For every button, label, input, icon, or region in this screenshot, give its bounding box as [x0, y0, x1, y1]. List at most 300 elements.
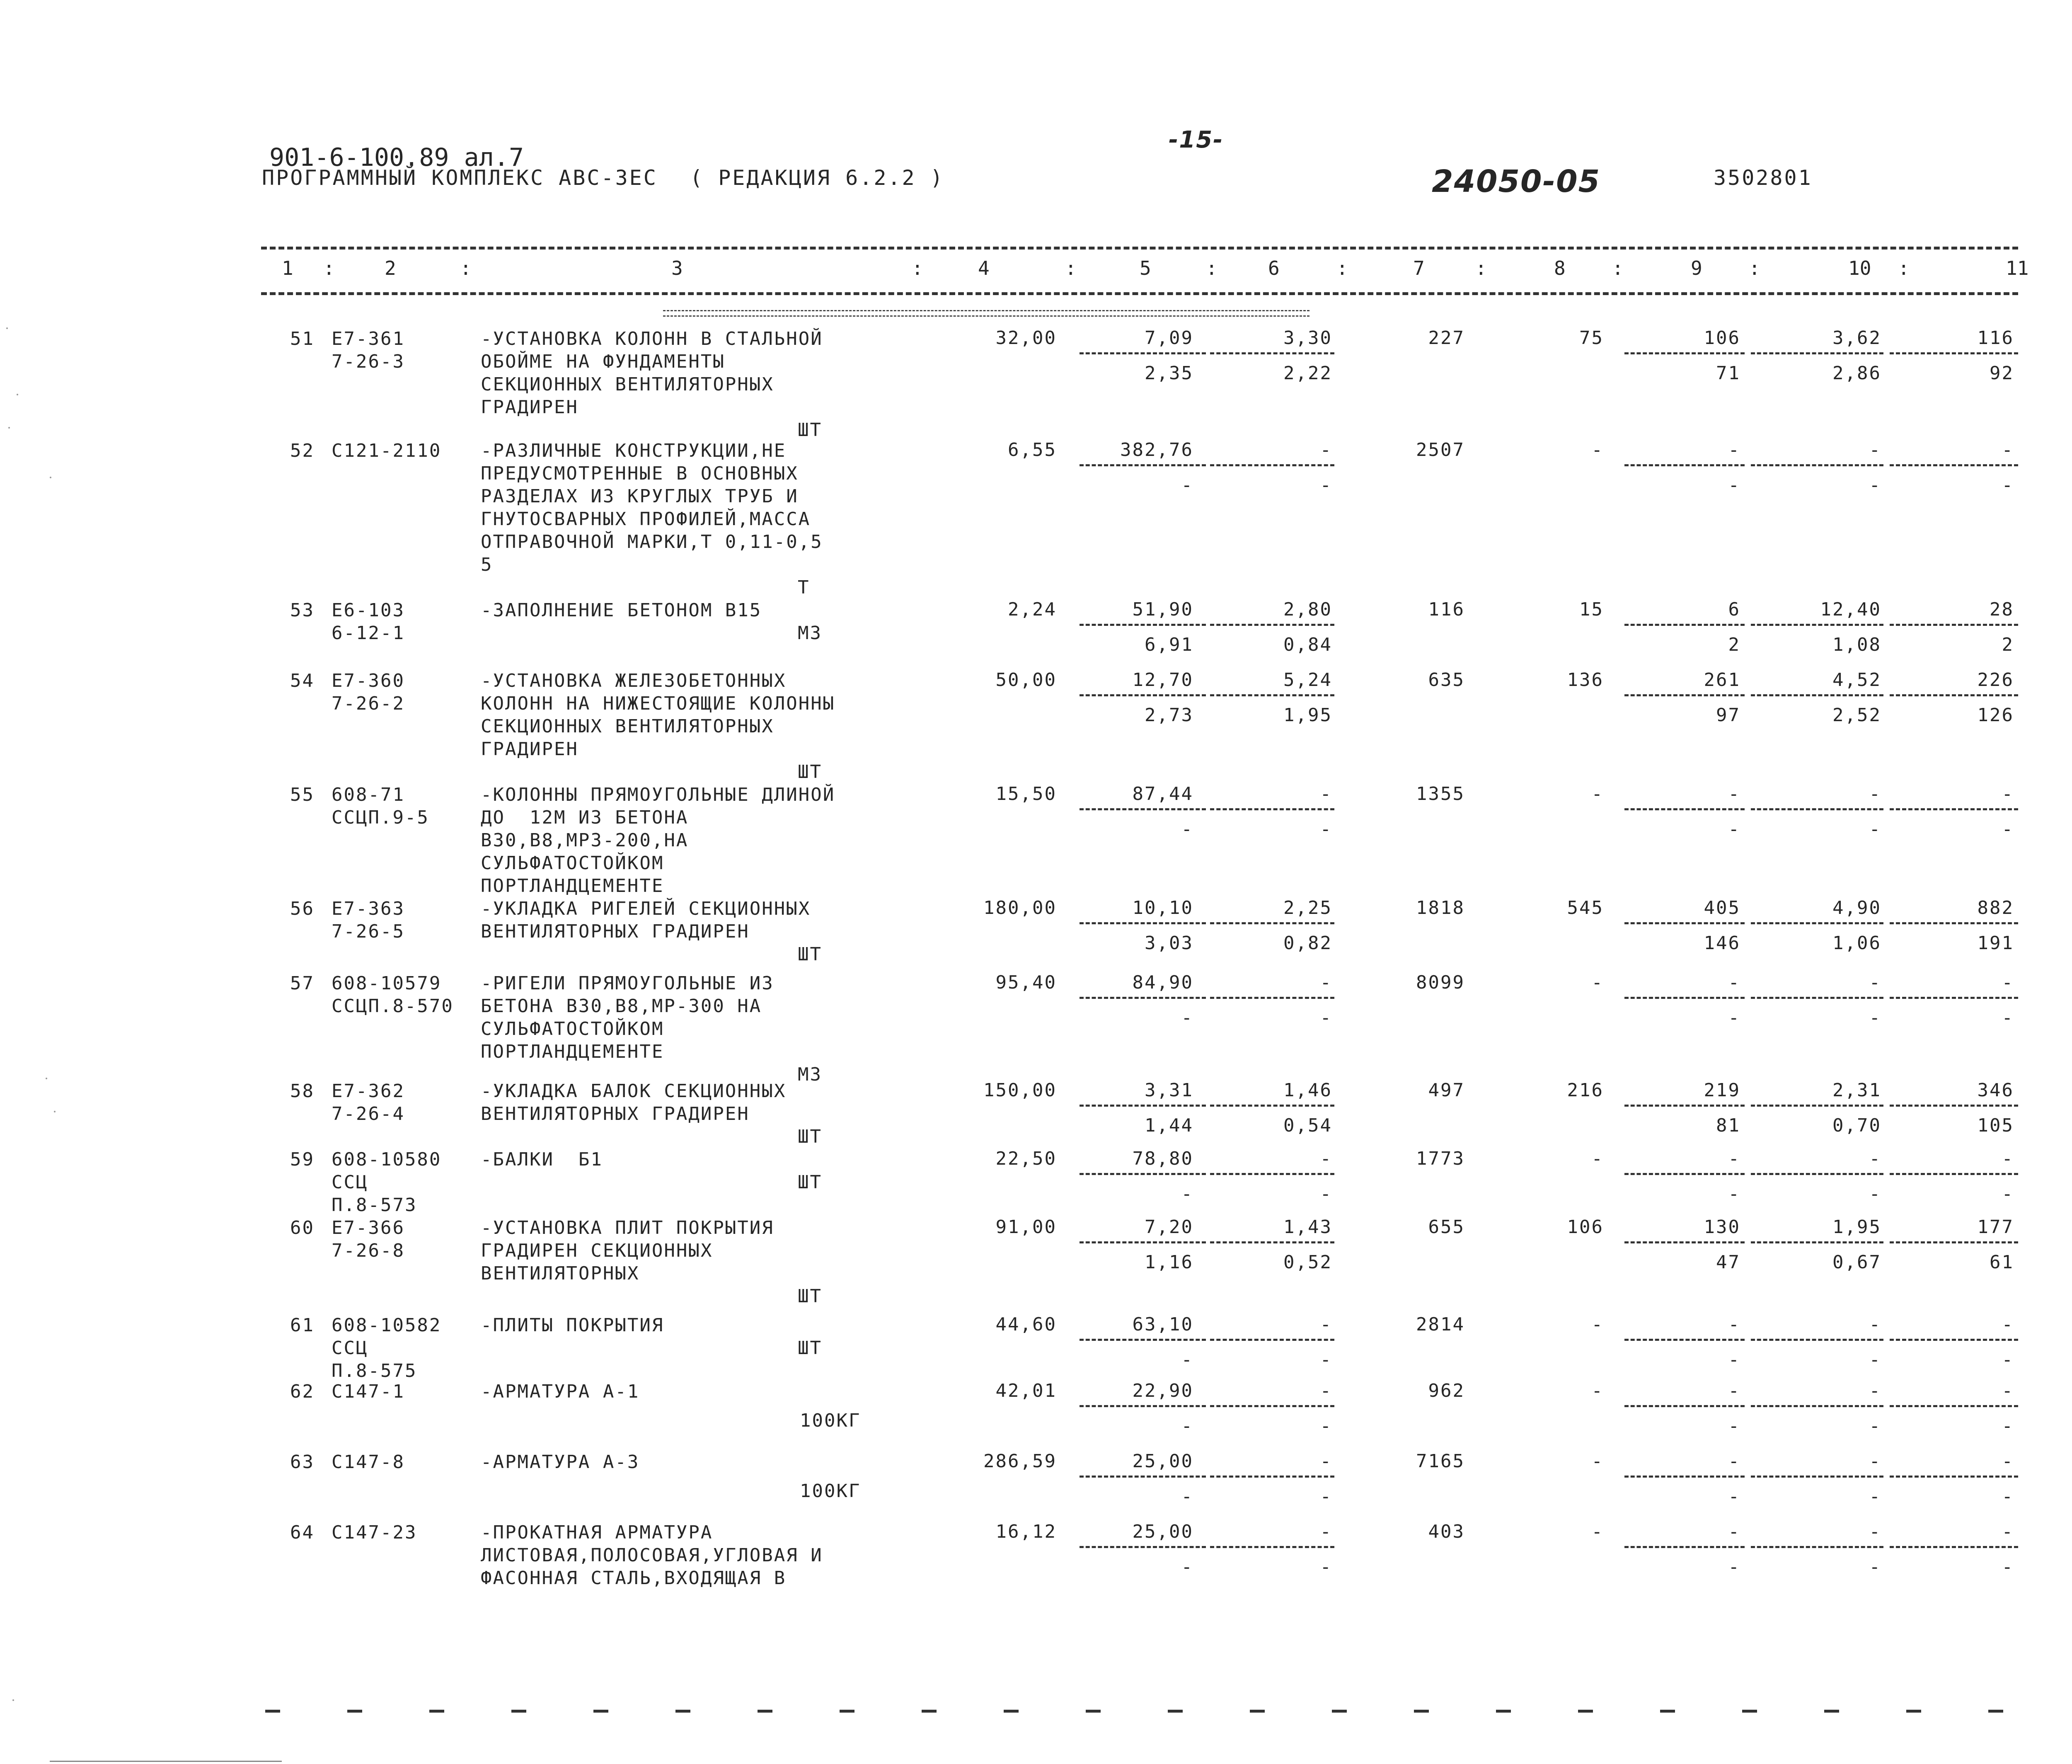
- program-title: ПРОГРАММНЫЙ КОМПЛЕКС АВС-3ЕС: [262, 166, 658, 190]
- value-c7: 655: [1428, 1216, 1465, 1238]
- bottom-dash: [1906, 1710, 1921, 1713]
- value-underline-c9: [1624, 808, 1745, 810]
- row-number: 62: [290, 1381, 315, 1402]
- value-c11b: -: [2002, 1183, 2014, 1204]
- value-c5b: -: [1181, 1556, 1193, 1577]
- value-c9b: 146: [1704, 933, 1740, 954]
- row-description-line: -УСТАНОВКА КОЛОНН В СТАЛЬНОЙ: [481, 328, 823, 349]
- handwritten-code: 24050-05: [1432, 164, 1601, 199]
- value-c9b: 81: [1716, 1115, 1740, 1136]
- value-c11: -: [2002, 1521, 2014, 1542]
- value-c6: 3,30: [1283, 327, 1332, 349]
- value-c5: 51,90: [1132, 599, 1193, 620]
- column-header-11: 11: [2006, 257, 2029, 279]
- value-underline-c9: [1624, 352, 1745, 354]
- value-underline-c5: [1080, 464, 1206, 466]
- value-c5b: -: [1181, 1349, 1193, 1370]
- value-c7: 116: [1428, 599, 1465, 620]
- value-c6: 1,46: [1283, 1080, 1332, 1101]
- value-c5: 3,31: [1145, 1080, 1193, 1101]
- value-c10: 1,95: [1832, 1216, 1881, 1238]
- value-c5b: -: [1181, 1183, 1193, 1204]
- row-code: Е7-366: [332, 1217, 405, 1238]
- value-underline-c9: [1624, 1476, 1745, 1478]
- value-underline-c11: [1890, 352, 2018, 354]
- sheet-number: 3502801: [1714, 166, 1813, 190]
- row-code-2: 6-12-1: [332, 623, 405, 644]
- value-c9b: -: [1728, 819, 1740, 840]
- value-c11b: 2: [2002, 634, 2014, 655]
- scan-speck: [50, 477, 51, 478]
- row-description-line: ПОРТЛАНДЦЕМЕНТЕ: [481, 875, 664, 897]
- column-header-9: 9: [1691, 257, 1702, 279]
- column-separator: :: [1475, 257, 1487, 279]
- row-number: 51: [290, 328, 315, 349]
- value-underline-c6: [1210, 1339, 1334, 1341]
- bottom-dash: [1824, 1710, 1839, 1713]
- value-c5: 7,20: [1145, 1216, 1193, 1238]
- value-c9b: -: [1728, 1183, 1740, 1204]
- row-code-2: ССЦП.8-570: [332, 996, 454, 1017]
- value-c9b: -: [1728, 1486, 1740, 1507]
- value-c4: 180,00: [983, 897, 1057, 918]
- value-c5: 63,10: [1132, 1314, 1193, 1335]
- value-underline-c10: [1751, 1476, 1883, 1478]
- value-c9b: -: [1728, 1415, 1740, 1437]
- value-underline-c5: [1080, 1105, 1206, 1107]
- row-code-2: ССЦ: [332, 1338, 368, 1359]
- page-number: -15-: [1169, 126, 1224, 153]
- value-c8: -: [1591, 1451, 1604, 1472]
- row-code: С147-8: [332, 1451, 405, 1473]
- row-description-line: ВЕНТИЛЯТОРНЫХ ГРАДИРЕН: [481, 921, 750, 942]
- value-c10: -: [1869, 1380, 1881, 1401]
- value-c5b: -: [1181, 1486, 1193, 1507]
- row-code-2: 7-26-3: [332, 351, 405, 372]
- value-c10: -: [1869, 1451, 1881, 1472]
- value-underline-c5: [1080, 352, 1206, 354]
- value-c4: 15,50: [995, 783, 1057, 804]
- row-unit: ШТ: [798, 1172, 822, 1193]
- value-c6b: -: [1320, 1415, 1332, 1437]
- bottom-dash: [1086, 1710, 1101, 1713]
- value-underline-c11: [1890, 922, 2018, 924]
- row-description-line: -АРМАТУРА А-1: [481, 1381, 640, 1402]
- value-c11: 346: [1977, 1080, 2014, 1101]
- column-header-10: 10: [1848, 257, 1871, 279]
- value-c8: -: [1591, 783, 1604, 804]
- value-c6b: 0,82: [1283, 933, 1332, 954]
- value-underline-c10: [1751, 1105, 1883, 1107]
- value-c6b: -: [1320, 1556, 1332, 1577]
- row-code-3: П.8-575: [332, 1360, 417, 1381]
- column-separator: :: [1749, 257, 1760, 279]
- value-underline-c10: [1751, 624, 1883, 626]
- value-c5: 78,80: [1132, 1148, 1193, 1169]
- scan-speck: [12, 1699, 14, 1701]
- column-header-6: 6: [1268, 257, 1280, 279]
- column-separator: :: [1898, 257, 1910, 279]
- value-underline-c6: [1210, 808, 1334, 810]
- value-c10: 4,52: [1832, 669, 1881, 691]
- value-c7: 7165: [1416, 1451, 1465, 1472]
- value-c7: 635: [1428, 669, 1465, 691]
- value-underline-c5: [1080, 694, 1206, 696]
- bottom-dash: [1168, 1710, 1183, 1713]
- bottom-dash: [1414, 1710, 1429, 1713]
- value-c7: 227: [1428, 327, 1465, 349]
- row-description-line: ГНУТОСВАРНЫХ ПРОФИЛЕЙ,МАССА: [481, 509, 811, 530]
- value-c5b: -: [1181, 1415, 1193, 1437]
- value-c11: -: [2002, 439, 2014, 460]
- value-c9b: -: [1728, 1007, 1740, 1028]
- value-c5b: 1,16: [1145, 1252, 1193, 1273]
- value-c9: -: [1728, 1148, 1740, 1169]
- column-separator: :: [1336, 257, 1348, 279]
- value-c9: -: [1728, 1521, 1740, 1542]
- value-c9: -: [1728, 783, 1740, 804]
- value-c10b: -: [1869, 1556, 1881, 1577]
- value-c6: 2,25: [1283, 897, 1332, 918]
- value-underline-c11: [1890, 624, 2018, 626]
- value-underline-c10: [1751, 1173, 1883, 1175]
- row-description-line: СУЛЬФАТОСТОЙКОМ: [481, 853, 664, 874]
- value-c7: 1818: [1416, 897, 1465, 918]
- value-c5: 84,90: [1132, 972, 1193, 993]
- value-c11b: -: [2002, 1415, 2014, 1437]
- value-underline-c6: [1210, 922, 1334, 924]
- value-c6b: -: [1320, 475, 1332, 496]
- value-c9: -: [1728, 972, 1740, 993]
- row-code-2: 7-26-5: [332, 921, 405, 942]
- value-c8: -: [1591, 1314, 1604, 1335]
- value-c5b: 6,91: [1145, 634, 1193, 655]
- section-double-rule: [663, 310, 1310, 317]
- value-c9b: 47: [1716, 1252, 1740, 1273]
- value-underline-c9: [1624, 1105, 1745, 1107]
- value-c9b: -: [1728, 475, 1740, 496]
- value-c7: 497: [1428, 1080, 1465, 1101]
- row-number: 58: [290, 1081, 315, 1102]
- value-c9: -: [1728, 439, 1740, 460]
- value-c9b: -: [1728, 1556, 1740, 1577]
- value-c5b: -: [1181, 1007, 1193, 1028]
- value-underline-c6: [1210, 624, 1334, 626]
- scan-speck: [17, 394, 18, 395]
- row-description-line: РАЗДЕЛАХ ИЗ КРУГЛЫХ ТРУБ И: [481, 486, 799, 507]
- value-underline-c6: [1210, 1405, 1334, 1407]
- value-c11: 226: [1977, 669, 2014, 691]
- row-description-line: ФАСОННАЯ СТАЛЬ,ВХОДЯЩАЯ В: [481, 1568, 787, 1589]
- row-code-2: 7-26-4: [332, 1103, 405, 1124]
- value-underline-c6: [1210, 997, 1334, 999]
- row-number: 52: [290, 440, 315, 461]
- value-c10: -: [1869, 1314, 1881, 1335]
- value-c5b: 2,35: [1145, 363, 1193, 384]
- row-description-line: ОБОЙМЕ НА ФУНДАМЕНТЫ: [481, 351, 725, 372]
- column-separator: :: [1065, 257, 1077, 279]
- value-c8: 216: [1567, 1080, 1604, 1101]
- bottom-dash: [347, 1710, 362, 1713]
- value-c4: 95,40: [995, 972, 1057, 993]
- bottom-dash: [429, 1710, 444, 1713]
- row-number: 53: [290, 600, 315, 621]
- value-c11: -: [2002, 972, 2014, 993]
- row-description-line: В30,В8,МРЗ-200,НА: [481, 830, 689, 851]
- value-underline-c11: [1890, 464, 2018, 466]
- value-underline-c11: [1890, 1405, 2018, 1407]
- row-description-line: СЕКЦИОННЫХ ВЕНТИЛЯТОРНЫХ: [481, 716, 774, 737]
- value-c8: -: [1591, 1380, 1604, 1401]
- value-underline-c5: [1080, 1546, 1206, 1548]
- value-c8: 106: [1567, 1216, 1604, 1238]
- value-underline-c5: [1080, 922, 1206, 924]
- row-description-line: ПРЕДУСМОТРЕННЫЕ В ОСНОВНЫХ: [481, 463, 799, 484]
- row-number: 60: [290, 1217, 315, 1238]
- bottom-dash: [1250, 1710, 1265, 1713]
- value-c4: 91,00: [995, 1216, 1057, 1238]
- value-underline-c5: [1080, 997, 1206, 999]
- value-c8: -: [1591, 1148, 1604, 1169]
- value-underline-c10: [1751, 922, 1883, 924]
- value-c6b: 0,84: [1283, 634, 1332, 655]
- value-underline-c6: [1210, 1105, 1334, 1107]
- value-underline-c5: [1080, 1405, 1206, 1407]
- row-description-line: СУЛЬФАТОСТОЙКОМ: [481, 1018, 664, 1040]
- value-c7: 962: [1428, 1380, 1465, 1401]
- value-underline-c9: [1624, 1405, 1745, 1407]
- value-c5: 22,90: [1132, 1380, 1193, 1401]
- value-underline-c11: [1890, 1476, 2018, 1478]
- value-c4: 2,24: [1008, 599, 1057, 620]
- column-separator: :: [1206, 257, 1218, 279]
- value-underline-c10: [1751, 464, 1883, 466]
- value-underline-c5: [1080, 808, 1206, 810]
- value-c4: 42,01: [995, 1380, 1057, 1401]
- value-underline-c11: [1890, 1173, 2018, 1175]
- bottom-dash: [675, 1710, 690, 1713]
- value-c10b: 2,52: [1832, 705, 1881, 726]
- value-underline-c9: [1624, 624, 1745, 626]
- row-code: Е7-362: [332, 1081, 405, 1102]
- row-unit: ШТ: [798, 1126, 822, 1147]
- value-underline-c11: [1890, 1105, 2018, 1107]
- value-c6: -: [1320, 972, 1332, 993]
- value-c10: -: [1869, 1521, 1881, 1542]
- value-underline-c10: [1751, 1405, 1883, 1407]
- value-c11b: 105: [1977, 1115, 2014, 1136]
- value-c6b: -: [1320, 1349, 1332, 1370]
- value-c9: -: [1728, 1314, 1740, 1335]
- bottom-dash: [1742, 1710, 1757, 1713]
- row-number: 61: [290, 1315, 315, 1336]
- value-c6: -: [1320, 1521, 1332, 1542]
- value-c4: 32,00: [995, 327, 1057, 349]
- value-c9: 219: [1704, 1080, 1740, 1101]
- value-c7: 1773: [1416, 1148, 1465, 1169]
- value-c7: 8099: [1416, 972, 1465, 993]
- value-c7: 1355: [1416, 783, 1465, 804]
- value-c5b: 3,03: [1145, 933, 1193, 954]
- row-description-line: -ПЛИТЫ ПОКРЫТИЯ: [481, 1315, 664, 1336]
- value-c10b: 1,06: [1832, 933, 1881, 954]
- row-description-line: ВЕНТИЛЯТОРНЫХ: [481, 1263, 640, 1284]
- value-c4: 50,00: [995, 669, 1057, 691]
- value-c8: -: [1591, 1521, 1604, 1542]
- bottom-dash: [922, 1710, 937, 1713]
- bottom-dash: [840, 1710, 854, 1713]
- value-c10b: 0,70: [1832, 1115, 1881, 1136]
- column-header-7: 7: [1413, 257, 1425, 279]
- value-underline-c6: [1210, 1546, 1334, 1548]
- value-c10b: -: [1869, 1183, 1881, 1204]
- value-underline-c10: [1751, 694, 1883, 696]
- row-code: Е6-103: [332, 600, 405, 621]
- bottom-dash: [511, 1710, 526, 1713]
- value-underline-c10: [1751, 808, 1883, 810]
- value-underline-c9: [1624, 922, 1745, 924]
- value-underline-c6: [1210, 464, 1334, 466]
- bottom-dash: [1660, 1710, 1675, 1713]
- value-c5: 25,00: [1132, 1521, 1193, 1542]
- value-c6b: 0,52: [1283, 1252, 1332, 1273]
- value-c11: -: [2002, 1148, 2014, 1169]
- column-header-5: 5: [1140, 257, 1151, 279]
- value-c10b: 1,08: [1832, 634, 1881, 655]
- value-c10b: -: [1869, 819, 1881, 840]
- value-c11b: -: [2002, 1486, 2014, 1507]
- scan-speck: [6, 327, 8, 329]
- column-header-1: 1: [282, 257, 293, 279]
- row-description-line: БЕТОНА В30,В8,МР-300 НА: [481, 996, 762, 1017]
- row-code-2: ССЦП.9-5: [332, 807, 429, 828]
- value-underline-c11: [1890, 694, 2018, 696]
- value-c7: 403: [1428, 1521, 1465, 1542]
- value-c7: 2814: [1416, 1314, 1465, 1335]
- value-c5: 10,10: [1132, 897, 1193, 918]
- value-c5: 7,09: [1145, 327, 1193, 349]
- row-description-line: -РАЗЛИЧНЫЕ КОНСТРУКЦИИ,НЕ: [481, 440, 787, 461]
- column-separator: :: [323, 257, 335, 279]
- value-c5b: 2,73: [1145, 705, 1193, 726]
- value-c9b: 71: [1716, 363, 1740, 384]
- value-c8: -: [1591, 439, 1604, 460]
- value-c6: 1,43: [1283, 1216, 1332, 1238]
- value-c7: 2507: [1416, 439, 1465, 460]
- value-c11: -: [2002, 1380, 2014, 1401]
- value-underline-c11: [1890, 997, 2018, 999]
- value-c11: 882: [1977, 897, 2014, 918]
- value-c5: 12,70: [1132, 669, 1193, 691]
- value-c9: 6: [1728, 599, 1740, 620]
- value-c11b: 126: [1977, 705, 2014, 726]
- value-underline-c5: [1080, 1476, 1206, 1478]
- row-description-line: -УСТАНОВКА ПЛИТ ПОКРЫТИЯ: [481, 1217, 774, 1238]
- value-underline-c11: [1890, 808, 2018, 810]
- row-code: 608-10580: [332, 1149, 442, 1170]
- value-underline-c9: [1624, 997, 1745, 999]
- value-c4: 286,59: [983, 1451, 1057, 1472]
- column-header-3: 3: [671, 257, 683, 279]
- value-c6b: -: [1320, 819, 1332, 840]
- row-number: 63: [290, 1451, 315, 1473]
- value-underline-c9: [1624, 1173, 1745, 1175]
- row-description-line: -ПРОКАТНАЯ АРМАТУРА: [481, 1522, 713, 1543]
- value-c9: -: [1728, 1451, 1740, 1472]
- value-c11b: 61: [1990, 1252, 2014, 1273]
- value-c11: -: [2002, 1314, 2014, 1335]
- value-c10: -: [1869, 439, 1881, 460]
- bottom-dash: [265, 1710, 280, 1713]
- value-underline-c6: [1210, 1476, 1334, 1478]
- value-underline-c9: [1624, 694, 1745, 696]
- value-c9b: -: [1728, 1349, 1740, 1370]
- value-c10: 4,90: [1832, 897, 1881, 918]
- value-c8: 545: [1567, 897, 1604, 918]
- value-underline-c10: [1751, 997, 1883, 999]
- value-c6: 2,80: [1283, 599, 1332, 620]
- value-c5: 87,44: [1132, 783, 1193, 804]
- row-unit: ШТ: [798, 1286, 822, 1307]
- row-description-line: -УСТАНОВКА ЖЕЛЕЗОБЕТОННЫХ: [481, 670, 787, 691]
- value-c9: -: [1728, 1380, 1740, 1401]
- value-c11: 28: [1990, 599, 2014, 620]
- value-c10: -: [1869, 972, 1881, 993]
- row-number: 64: [290, 1522, 315, 1543]
- value-c8: 136: [1567, 669, 1604, 691]
- column-header-4: 4: [978, 257, 990, 279]
- value-c10: -: [1869, 1148, 1881, 1169]
- column-separator: :: [912, 257, 923, 279]
- value-underline-c5: [1080, 1173, 1206, 1175]
- value-c6b: -: [1320, 1183, 1332, 1204]
- value-underline-c11: [1890, 1339, 2018, 1341]
- bottom-dash: [593, 1710, 608, 1713]
- row-code-2: ССЦ: [332, 1172, 368, 1193]
- row-description-line: -БАЛКИ Б1: [481, 1149, 603, 1170]
- bottom-dash: [758, 1710, 772, 1713]
- value-c11: 177: [1977, 1216, 2014, 1238]
- value-c10b: -: [1869, 1415, 1881, 1437]
- row-code: С121-2110: [332, 440, 442, 461]
- value-c6b: 2,22: [1283, 363, 1332, 384]
- row-code-3: П.8-573: [332, 1195, 417, 1216]
- row-unit: ШТ: [798, 761, 822, 783]
- value-c5: 25,00: [1132, 1451, 1193, 1472]
- value-c5b: -: [1181, 819, 1193, 840]
- row-unit: ШТ: [798, 1338, 822, 1359]
- value-c10b: -: [1869, 1486, 1881, 1507]
- row-description-line: ЛИСТОВАЯ,ПОЛОСОВАЯ,УГЛОВАЯ И: [481, 1545, 823, 1566]
- value-underline-c11: [1890, 1546, 2018, 1548]
- row-code: С147-1: [332, 1381, 405, 1402]
- value-c11: 116: [1977, 327, 2014, 349]
- bottom-dash: [1332, 1710, 1347, 1713]
- row-number: 59: [290, 1149, 315, 1170]
- header-rule-top: [261, 247, 2018, 250]
- row-description-line: -РИГЕЛИ ПРЯМОУГОЛЬНЫЕ ИЗ: [481, 973, 774, 994]
- value-c6b: -: [1320, 1486, 1332, 1507]
- value-c10: 12,40: [1820, 599, 1881, 620]
- value-underline-c10: [1751, 1546, 1883, 1548]
- row-unit: М3: [798, 1064, 822, 1085]
- value-c8: 75: [1579, 327, 1604, 349]
- bottom-dash: [1578, 1710, 1593, 1713]
- value-c6: -: [1320, 1451, 1332, 1472]
- value-underline-c5: [1080, 1339, 1206, 1341]
- value-c6: 5,24: [1283, 669, 1332, 691]
- row-number: 54: [290, 670, 315, 691]
